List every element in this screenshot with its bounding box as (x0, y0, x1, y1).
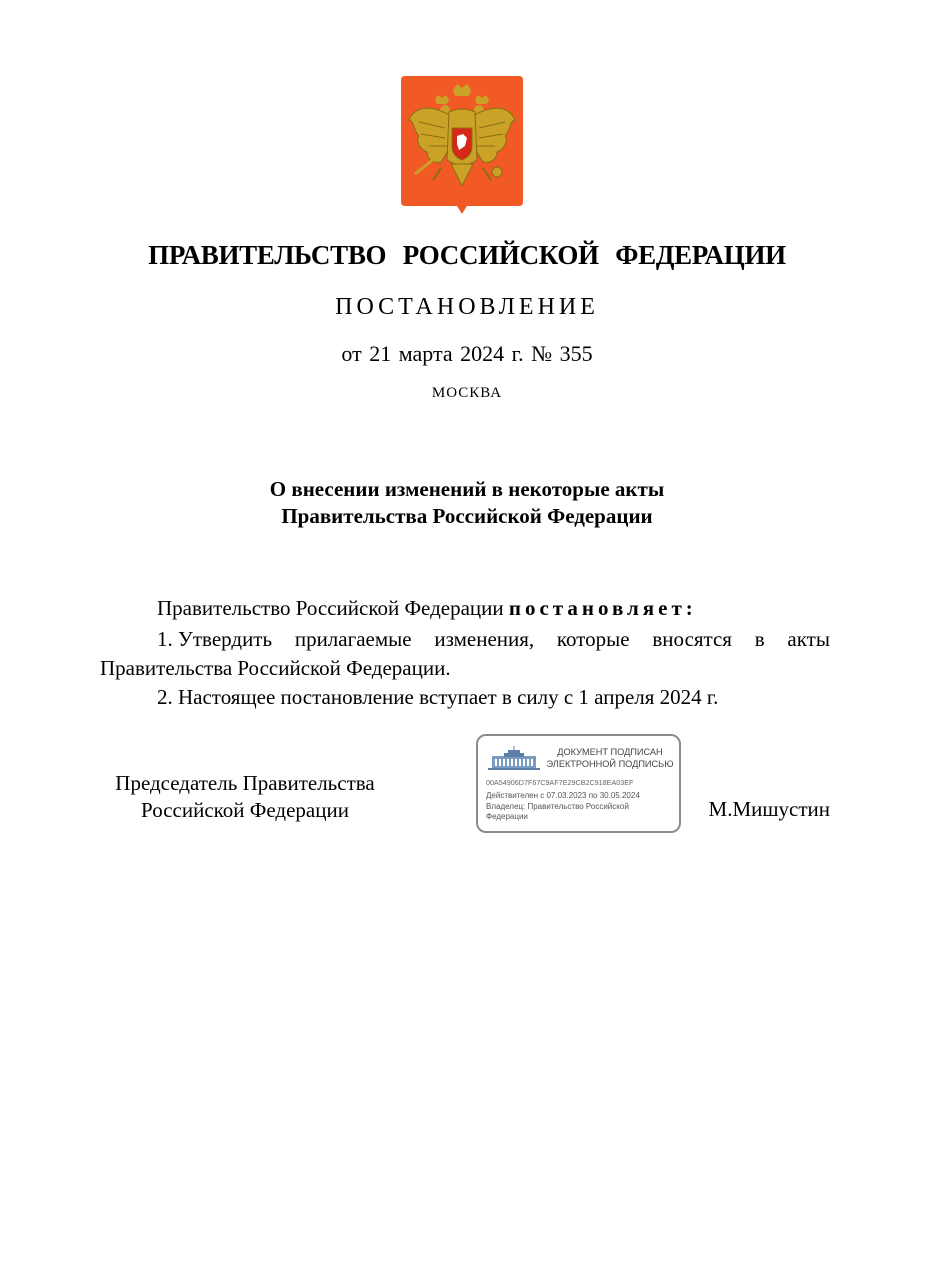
signer-position (100, 770, 390, 824)
item-1-word: которые (556, 627, 630, 651)
item-1-word: изменения, (434, 627, 535, 651)
document-subject (0, 476, 934, 530)
preamble-text: Правительство Российской Федерации (157, 596, 504, 620)
stamp-title-line-1: ДОКУМЕНТ ПОДПИСАН (557, 747, 663, 757)
signer-name: М.Мишустин (708, 797, 830, 821)
item-1-word: 1. Утвердить (157, 627, 273, 651)
signer-position-line-1: Председатель Правительства (115, 771, 375, 795)
item-1-word: в (754, 627, 765, 651)
certificate-validity: Действителен с 07.03.2023 по 30.05.2024 (486, 791, 640, 800)
item-1-word: акты (787, 627, 830, 651)
coat-of-arms-icon (401, 76, 523, 216)
item-2: 2. Настоящее постановление вступает в силу с 1 апреля 2024 г. (157, 685, 719, 709)
subject-line-1: О внесении изменений в некоторые акты (269, 477, 665, 501)
signer-position-line-2: Российской Федерации (141, 798, 349, 822)
government-title: ПРАВИТЕЛЬСТВО РОССИЙСКОЙ ФЕДЕРАЦИИ (148, 240, 786, 270)
stamp-title-line-2: ЭЛЕКТРОННОЙ ПОДПИСЬЮ (546, 759, 674, 769)
preamble-action: постановляет: (508, 596, 697, 620)
preamble (157, 596, 697, 621)
item-1-first-line (157, 627, 830, 652)
item-1-word: вносятся (652, 627, 732, 651)
subject-line-2: Правительства Российской Федерации (281, 504, 653, 528)
stamp-title (542, 746, 678, 770)
item-1-continuation: Правительства Российской Федерации. (100, 656, 451, 680)
city: МОСКВА (431, 385, 503, 401)
certificate-owner: Владелец: Правительство Российской Федерации (486, 802, 629, 821)
government-building-icon (486, 744, 542, 772)
certificate-number: 00A54906D7F67C9AF7E29CB2C918EA03EF (486, 778, 634, 787)
document-date-number: от 21 марта 2024 г. № 355 (341, 341, 593, 366)
electronic-signature-stamp (476, 734, 681, 833)
document-type: ПОСТАНОВЛЕНИЕ (335, 294, 599, 320)
item-1-word: прилагаемые (294, 627, 412, 651)
